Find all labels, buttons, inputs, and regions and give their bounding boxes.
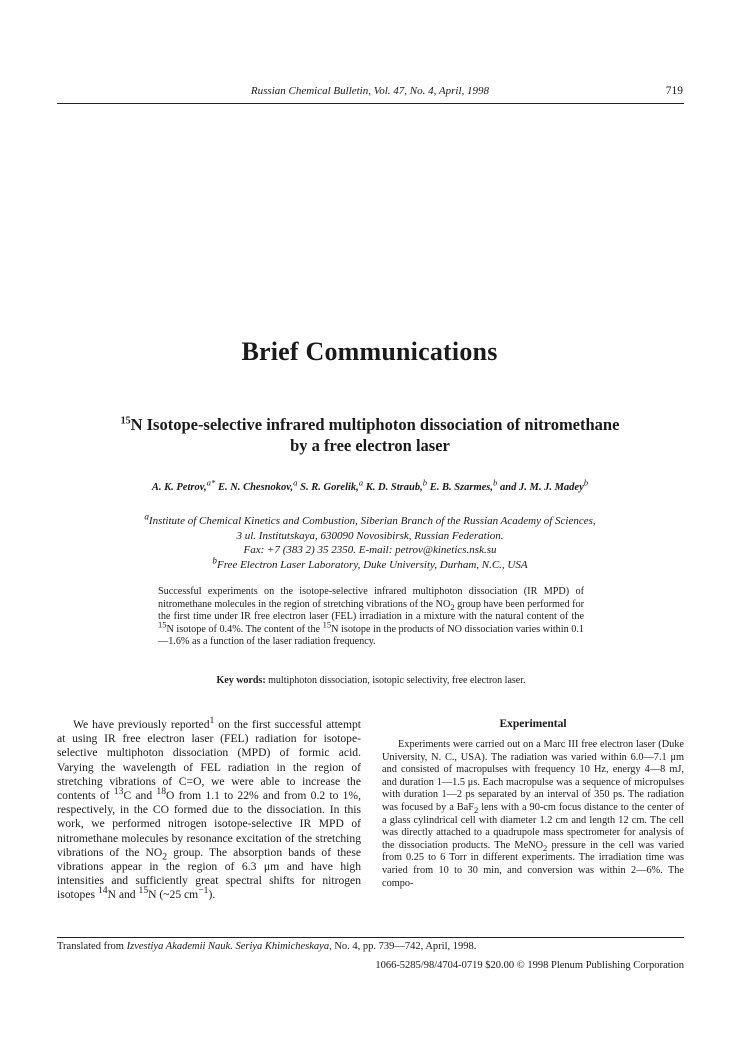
intro-text-1: We have previously reported	[73, 718, 210, 731]
abstract-text-1: Successful experiments on the isotope-selective infrared multiphoton dissociation (IR MPD) of nitromethane molecules in the region of stretching vibrations of the NO	[158, 586, 584, 610]
translation-note	[57, 941, 684, 952]
abstract-text-3: N isotope of 0.4%. The content of the	[166, 623, 323, 635]
title-isotope-sup: 15	[120, 415, 131, 427]
intro-sup-minus1: −1	[198, 885, 209, 897]
affiliation-a-line1	[60, 511, 680, 529]
keywords-label: Key words:	[216, 675, 266, 686]
experimental-text-3: pressure in the cell was varied from 0.25 to 6 Torr in different experiments. The irradiation time was varied from 10 to 30 min, and conversion was within 2—6%. The compo-	[382, 839, 684, 889]
title-line1-text: N Isotope-selective infrared multiphoton dissociation of nitromethane	[130, 415, 620, 434]
affiliation-a-sup: a	[144, 511, 149, 522]
affiliations	[60, 511, 680, 572]
abstract-sup-2: 15	[322, 619, 332, 630]
section-title: Brief Communications	[241, 337, 498, 366]
author-1: A. K. Petrov,	[151, 482, 207, 493]
intro-sup-15: 15	[138, 885, 149, 897]
affiliation-b-text: Free Electron Laser Laboratory, Duke University, Durham, N.C., USA	[216, 558, 528, 571]
footer-rule	[57, 937, 684, 938]
translation-journal: Izvestiya Akademii Nauk. Seriya Khimicheskaya,	[126, 941, 332, 952]
experimental-text-1: Experiments were carried out on a Marc III free electron laser (Duke University, N. C., USA). The radiation was varied within 6.0—7.1 μm and consisted of macropulses with frequency 10 Hz, energy 4—8 mJ, and duration 1—1.5 μs. Each macropulse was a sequence of micropulses with duration 1—2 ps separated by an interval of 350 ps. The radiation was focused by a BaF	[382, 739, 684, 813]
intro-text-5: group. The absorption bands of these vibrations appear in the region of 6.3 μm and have high intensities and sufficiently great spectral shifts for nitrogen isotopes	[57, 845, 361, 902]
abstract-text-2: group have been performed for the first time under IR free electron laser (FEL) irradiation in a mixture with the natural content of the	[158, 598, 584, 623]
author-6-sup: b	[583, 477, 589, 488]
abstract	[158, 586, 584, 649]
affiliation-a-text: Institute of Chemical Kinetics and Combustion, Siberian Branch of the Russian Academy of Sciences,	[148, 515, 596, 527]
paper-title	[60, 414, 680, 456]
affiliation-a-line2: 3 ul. Institutskaya, 630090 Novosibirsk, Russian Federation.	[236, 529, 504, 542]
author-and: and	[500, 482, 517, 493]
right-column	[382, 739, 684, 890]
experimental-heading: Experimental	[499, 718, 567, 730]
intro-text-6: N and	[107, 888, 139, 902]
abstract-sup-1: 15	[158, 619, 167, 630]
intro-text-2: on the first successful attempt at using IR free electron laser (FEL) radiation for isotope-selective multiphoton dissociation (MPD) of formic acid. Varying the wavelength of FEL radiation in the region of stretching vibrations of C=O, we were able to increase the contents of	[57, 718, 361, 803]
intro-paragraph	[57, 715, 361, 903]
author-5: E. B. Szarmes,	[429, 482, 494, 493]
abstract-text-4: N isotope in the products of NO dissociation varies within 0.1—1.6% as a function of the laser radiation frequency.	[158, 623, 584, 648]
intro-text-4: O from 1.1 to 22% and from 0.2 to 1%, respectively, in the CO formed due to the dissociation. In this work, we performed nitrogen isotope-selective IR MPD of nitromethane molecules by resonance excitation of the stretching vibrations of the NO	[57, 789, 361, 859]
header-rule	[57, 103, 684, 104]
keywords-text: multiphoton dissociation, isotopic selectivity, free electron laser.	[265, 675, 526, 686]
translation-prefix: Translated from	[57, 941, 127, 952]
page-number: 719	[665, 85, 683, 97]
translation-suffix: No. 4, pp. 739—742, April, 1998.	[331, 941, 477, 952]
intro-sup-18: 18	[156, 786, 167, 798]
experimental-text-2: lens with a 90-cm focus distance to the center of a glass cylindrical cell with diameter 1.2 cm and length 12 cm. The cell was directly attached to a quadrupole mass spectrometer for analysis of the dissociation products. The MeNO	[382, 801, 684, 851]
intro-ref-1: 1	[209, 715, 215, 727]
affiliation-b-sup: b	[212, 554, 217, 565]
left-column	[57, 715, 361, 903]
abstract-sub-1: 2	[450, 601, 455, 612]
intro-text-7: N (~25 cm	[148, 888, 199, 902]
affiliation-b-line1	[60, 554, 680, 573]
copyright-line: 1066-5285/98/4704-0719 $20.00 © 1998 Plenum Publishing Corporation	[375, 960, 684, 971]
author-1-sup: a*	[206, 477, 216, 488]
experimental-paragraph	[382, 739, 684, 890]
keywords	[158, 675, 584, 686]
author-4: K. D. Straub,	[365, 482, 423, 493]
journal-header: Russian Chemical Bulletin, Vol. 47, No. 4, April, 1998	[250, 85, 490, 97]
intro-text-3: C and	[123, 789, 157, 803]
paper-title-line2: by a free electron laser	[290, 436, 450, 455]
intro-sup-14: 14	[97, 885, 108, 897]
intro-sup-13: 13	[113, 786, 124, 798]
author-5-sup: b	[493, 477, 498, 488]
intro-text-8: ).	[208, 888, 216, 902]
author-4-sup: b	[422, 477, 428, 488]
experimental-sub-2: 2	[543, 842, 548, 853]
author-list	[50, 477, 690, 493]
paper-title-line1	[60, 414, 680, 435]
intro-sub-2: 2	[162, 851, 168, 863]
experimental-sub-1: 2	[473, 805, 479, 816]
affiliation-a-line3: Fax: +7 (383 2) 35 2350. E-mail: petrov@kinetics.nsk.su	[243, 544, 497, 556]
author-6: J. M. J. Madey	[518, 482, 584, 493]
author-2-sup: a	[293, 477, 298, 488]
author-3: S. R. Gorelik,	[300, 482, 359, 493]
author-2: E. N. Chesnokov,	[217, 482, 294, 493]
author-3-sup: a	[358, 477, 364, 488]
